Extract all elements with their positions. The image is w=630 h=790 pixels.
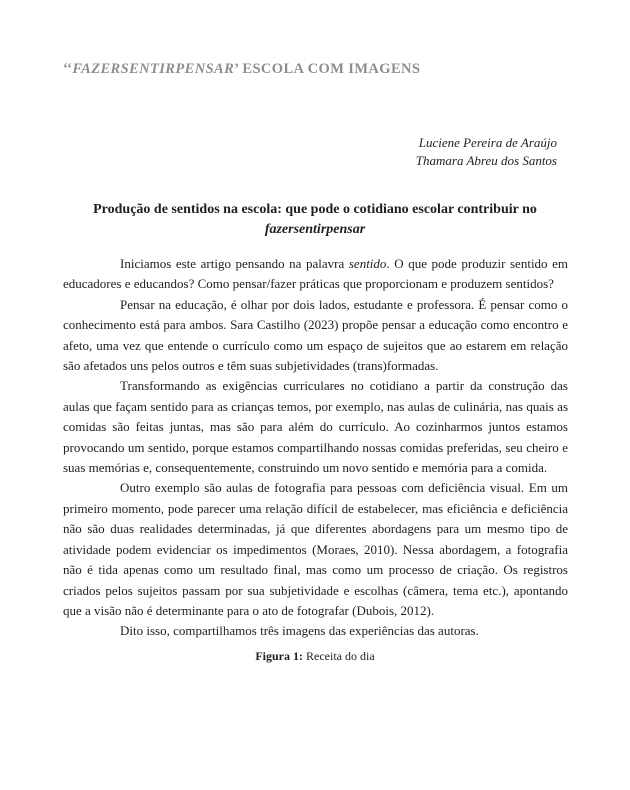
figure-caption-text: Receita do dia — [303, 649, 375, 663]
paragraph-1-rest: . O que pode produzir sentido em educadores e educandos? Como pensar/fazer práticas que proporcionam e produzem sentidos? — [63, 256, 569, 292]
running-header-suffix: ESCOLA COM IMAGENS — [238, 61, 421, 77]
author-name-1: Luciene Pereira de Araújo — [418, 135, 557, 150]
running-header-emphasized-title: FAZERSENTIRPENSAR — [72, 61, 235, 77]
paragraph-5: Dito isso, compartilhamos três imagens das experiências das autoras. — [120, 623, 479, 639]
paragraph-3: Transformando as exigências curriculares no cotidiano a partir da construção das aulas que façam sentido para as crianças temos, por exemplo, nas aulas de culinária, nas quais as comidas são feitas juntas, mas são para além do currículo. Ao cozinharmos juntos estamos provocando um sentido, porque estamos compartilhando nossas comidas preferidas, seu cheiro e suas memórias e, consequentemente, construindo um novo sentido e memória para a comida. — [63, 378, 568, 476]
paragraph-1 — [63, 254, 568, 295]
paragraph-4: Outro exemplo são aulas de fotografia para pessoas com deficiência visual. Em um primeiro momento, pode parecer uma relação difícil de estabelecer, mas eficiência e deficiência não são duas realidades determinadas, já que diferentes abordagens para um mesmo tipo de atividade podem evidenciar os impedimentos (Moraes, 2010). Nessa abordagem, a fotografia não é tida apenas como um resultado final, mas como um processo de criação. Os registros criados pelos sujeitos passam por sua subjetividade e escolhas (câmera, tema etc.), apontando que a visão não é determinante para o ato de fotografar (Dubois, 2012). — [63, 480, 568, 618]
running-header — [63, 61, 420, 78]
paragraph-1-lead: Iniciamos este artigo pensando na palavra — [120, 256, 349, 271]
article-title-line2: fazersentirpensar — [264, 222, 366, 237]
article-title-line1: Produção de sentidos na escola: que pode o cotidiano escolar contribuir no — [93, 202, 537, 217]
figure-caption-label: Figura 1: — [255, 649, 304, 663]
paragraph-1-emphasis: sentido — [348, 256, 387, 271]
paragraph-2: Pensar na educação, é olhar por dois lados, estudante e professora. É pensar como o conhecimento está para ambos. Sara Castilho (2023) propõe pensar a educação como encontro e afeto, uma vez que entende o currículo como um espaço de sujeitos que ao estarem em relação são afetados uns pelos outros e têm suas subjetividades (trans)formadas. — [63, 296, 568, 374]
author-block — [416, 134, 557, 169]
article-title — [40, 200, 590, 240]
article-body — [63, 254, 568, 642]
author-name-2: Thamara Abreu dos Santos — [415, 152, 557, 168]
running-header-close-quote: ’ — [234, 61, 239, 77]
running-header-open-quotes: ‘‘ — [63, 61, 73, 77]
figure-caption — [0, 649, 630, 664]
